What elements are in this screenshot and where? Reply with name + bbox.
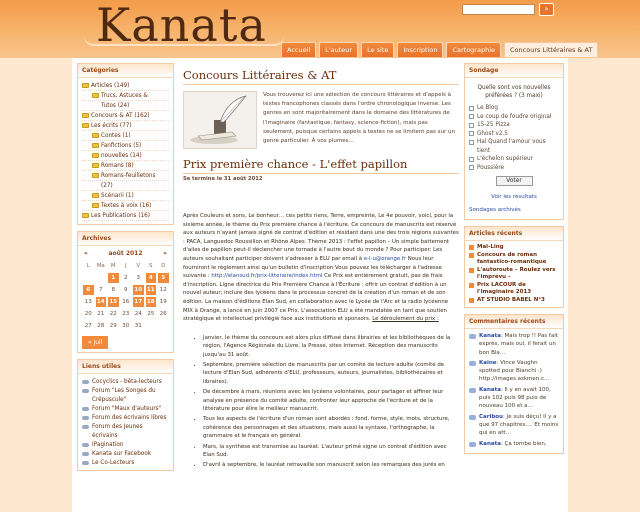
article-icon xyxy=(469,268,474,273)
calendar-grid xyxy=(82,260,169,332)
poll-options xyxy=(469,104,559,172)
link-icon xyxy=(82,425,89,429)
recent-article-label: Mal-Ling xyxy=(477,244,504,250)
useful-link-label: Forum des Jeunes xyxy=(92,423,143,430)
category-item[interactable] xyxy=(82,211,169,221)
recent-article[interactable] xyxy=(469,297,559,305)
useful-link-label: Le Co-Lecteurs xyxy=(92,459,135,466)
nav-tab-auteur[interactable]: L'auteur xyxy=(319,42,358,57)
categories-box xyxy=(77,63,174,225)
post-body: Après Couleurs et sons, Le bonheur… ces petits riens, Terre, empreinte, Le 4e pouvoir, voici, pour la sixième année, le thème du Prix première chance à l'écriture. Ce concours de manuscrits est réservé aux auteurs n'ayant jamais signé de contrat d'édition et résidant dans une des trois régions suivantes : PACA, Languedoc Roussillon et Rhône Alpes. Thème 2013 : l'effet papillon – Un simple battement d'ailes de papillon peut-il déclencher une tornade à l'autre bout du monde ? Pour participer: Les auteurs souhaitant participer doivent s'adresser à ELU par email à e-l-u@orange.fr Nous leur fourniront le règlement ainsi qu'un bulletin d'inscription Vous pouvez les télécharger à l'adresse suivante : http://elansud.fr/prix-litteraire/index.html Ce Prix est entièrement gratuit, pas de frais d'inscription. Ligne directrice du Prix Première Chance à l'Écriture : offrir un contrat d'édition à un nouvel auteur; inclure des lycéens dans le processus concret de la création d'un roman et de son édition. La maison d'éditions Elan Sud, en collaboration avec le Lycée de l'Arc et la radio lycéenne MIX à Orange, a lancé en juin 2007 ce Prix. L'association ELU a été mandatée en tant que soutien stratégique et intellectuel privilégié face aux institutions et sponsors. Le déroulement du prix : xyxy=(183,213,459,323)
category-item[interactable] xyxy=(82,151,169,161)
categories-title: Catégories xyxy=(78,64,173,78)
comment-text xyxy=(479,386,559,411)
link-icon xyxy=(82,452,89,456)
poll-option xyxy=(469,121,559,130)
writing-illustration xyxy=(183,91,257,149)
link-icon xyxy=(82,443,89,447)
calendar-day: 12 xyxy=(159,287,167,293)
calendar-day: 30 xyxy=(122,323,130,329)
site-logo[interactable]: Kanata xyxy=(96,0,267,52)
comment-author[interactable]: Kaine xyxy=(479,359,497,366)
useful-link-label: Crépuscule" xyxy=(92,396,127,403)
calendar-dow: D xyxy=(161,263,166,269)
link-icon xyxy=(82,380,89,384)
article-icon xyxy=(469,298,474,303)
poll-checkbox[interactable] xyxy=(469,165,474,170)
calendar-dow: Ma xyxy=(96,263,105,269)
useful-link-label: Forum des écrivains libres xyxy=(92,414,167,421)
archives-title: Archives xyxy=(78,232,173,246)
nav-tab-inscription[interactable]: Inscription xyxy=(397,42,443,57)
calendar-day[interactable]: 17 xyxy=(134,299,143,305)
poll-results-link[interactable]: Voir les résultats xyxy=(491,194,537,200)
comment-text xyxy=(479,440,547,448)
poll-checkbox[interactable] xyxy=(469,157,474,162)
calendar-day: 13 xyxy=(84,299,92,305)
process-step: • Mars, la synthèse est transmise au lauréat. L'auteur primé signe un contrat d'édition avec Elan Sud. xyxy=(203,443,459,460)
recent-article[interactable] xyxy=(469,267,559,282)
useful-link[interactable] xyxy=(82,449,169,458)
calendar-day: 2 xyxy=(124,275,128,281)
comment-icon xyxy=(469,388,476,393)
recent-comments-title: Commentaires récents xyxy=(465,315,563,329)
poll-option xyxy=(469,113,559,122)
category-item[interactable] xyxy=(82,101,169,111)
poll-option xyxy=(469,104,559,113)
poll-checkbox[interactable] xyxy=(469,140,474,145)
poll-option-label: Ghost v2.5 xyxy=(477,130,508,137)
folder-icon xyxy=(92,93,99,98)
poll-option-label: Hal Quand l'amour vous tient xyxy=(477,139,546,154)
search-input[interactable] xyxy=(462,4,535,15)
useful-link[interactable] xyxy=(82,386,169,395)
calendar-day xyxy=(157,320,170,332)
useful-link-label: Kanata sur Facebook xyxy=(92,450,152,457)
process-heading: Le déroulement du prix : xyxy=(372,316,439,323)
comment-author[interactable]: Caribou xyxy=(479,413,503,420)
links-title: Liens utiles xyxy=(78,360,173,374)
category-label: Articles (149) xyxy=(91,82,130,89)
links-list xyxy=(78,374,173,470)
intro xyxy=(183,91,459,149)
category-item[interactable] xyxy=(82,141,169,151)
calendar-day: 9 xyxy=(124,287,128,293)
useful-link[interactable] xyxy=(82,395,169,404)
recent-articles-box xyxy=(464,226,564,308)
calendar-day: 27 xyxy=(84,323,92,329)
calendar-day: 7 xyxy=(99,287,103,293)
calendar-day[interactable]: 5 xyxy=(158,273,169,283)
calendar-day xyxy=(95,272,108,284)
poll-checkbox[interactable] xyxy=(469,106,474,111)
poll-option xyxy=(469,130,559,139)
poll-checkbox[interactable] xyxy=(469,131,474,136)
poll-option-label: Poussière xyxy=(477,164,505,171)
category-label: Romans (8) xyxy=(101,162,134,169)
intro-text: Vous trouverez ici une sélection de concours littéraires et d'appels à textes francophones classés dans l'ordre chronologique inverse. Les genres en sont majoritairement dans le domaine des littératures de l'imaginaire (fantastique, fantasy, science-fiction), mais pas seulement, puisque certains appels à textes ne se limitent pas sur un genre particulier. À vos plumes... xyxy=(263,92,455,145)
calendar-day xyxy=(82,272,95,284)
link-icon xyxy=(82,407,89,411)
poll-box xyxy=(464,63,564,220)
recent-comments-list xyxy=(465,329,563,453)
category-label: (27) xyxy=(101,182,113,189)
useful-link-label: écrivains xyxy=(92,432,118,439)
process-step: • De décembre à mars, réunions avec les lycéens volontaires, pour partager et affiner leur analyse en présence du comité adulte, confronter leur approche de l'écriture et de la littérature pour élire le meilleur manuscrit. xyxy=(203,388,459,413)
link-icon xyxy=(82,461,89,465)
nav-tab-accueil[interactable]: Accueil xyxy=(281,42,316,57)
calendar-month-next-icon[interactable]: » xyxy=(163,250,167,257)
category-label: nouvelles (14) xyxy=(101,152,142,159)
folder-icon xyxy=(82,213,89,218)
folder-icon xyxy=(92,173,99,178)
poll-archives-link[interactable]: Sondages archivés xyxy=(469,207,521,213)
poll-option-label: Le Blog xyxy=(477,105,498,111)
folder-icon xyxy=(82,123,89,128)
useful-link[interactable] xyxy=(82,422,169,431)
comment-icon xyxy=(469,361,476,366)
calendar-day[interactable]: 15 xyxy=(109,299,118,305)
category-label: Contes (1) xyxy=(101,132,131,139)
archives-box xyxy=(77,231,174,353)
calendar-day: 25 xyxy=(147,311,155,317)
useful-link[interactable] xyxy=(82,413,169,422)
calendar-dow: V xyxy=(136,263,141,269)
folder-icon xyxy=(82,83,89,88)
calendar-day: 23 xyxy=(122,311,130,317)
useful-link[interactable] xyxy=(82,377,169,386)
poll-option-label: 15-25 Pizza xyxy=(477,122,510,128)
useful-link-label: Forum "Les Songes du xyxy=(92,387,156,394)
link-icon xyxy=(82,389,89,393)
folder-icon xyxy=(92,193,99,198)
right-sidebar xyxy=(464,63,564,460)
page-content xyxy=(72,58,568,512)
recent-article-label: L'autoroute – Roulez vers l'imprévu – xyxy=(477,266,556,280)
category-label: Romans-feuilletons xyxy=(101,172,156,179)
category-item[interactable] xyxy=(82,191,169,201)
calendar-day[interactable]: 4 xyxy=(146,273,157,283)
poll-checkbox[interactable] xyxy=(469,123,474,128)
post-title[interactable]: Prix première chance - L'effet papillon xyxy=(183,157,459,174)
calendar-dow: L xyxy=(86,263,90,269)
header xyxy=(0,0,640,58)
process-list xyxy=(203,334,459,470)
calendar-day[interactable]: 10 xyxy=(134,287,143,293)
article-icon xyxy=(469,245,474,250)
calendar-day[interactable]: 18 xyxy=(146,299,155,305)
logo-swoosh xyxy=(84,36,284,46)
recent-article-label: Prix LACOUR de l'Imaginaire 2013 xyxy=(477,281,532,295)
comment-text xyxy=(479,413,559,438)
comment-text xyxy=(479,359,559,384)
article-icon xyxy=(469,253,474,258)
nav-tab-cartographie[interactable]: Cartographie xyxy=(446,42,501,57)
calendar-day: 26 xyxy=(159,311,167,317)
category-label: Fanfictions (5) xyxy=(101,142,142,149)
email-link[interactable]: e-l-u@orange.fr xyxy=(363,255,407,262)
calendar-day: 22 xyxy=(109,311,117,317)
recent-articles-list xyxy=(465,241,563,307)
useful-link-label: Forum "Maux d'auteurs" xyxy=(92,405,162,412)
comment-excerpt: : Je suis déçu! Il y a que 97 chapitres…. Et moins qui en att… xyxy=(479,413,559,437)
recent-comment[interactable] xyxy=(469,332,559,357)
poll-title: Sondage xyxy=(465,64,563,78)
useful-link-label: IPagination xyxy=(92,441,124,448)
calendar-day: 8 xyxy=(111,287,115,293)
link-icon xyxy=(82,416,89,420)
process-step: • D'avril à septembre, le lauréat retravaille son manuscrit selon les remarques des jurés en xyxy=(203,461,459,469)
recent-comment[interactable] xyxy=(469,440,559,448)
folder-icon xyxy=(92,203,99,208)
calendar-day: 28 xyxy=(97,323,105,329)
comment-text xyxy=(479,332,559,357)
comment-icon xyxy=(469,334,476,339)
recent-comments-box xyxy=(464,314,564,454)
left-sidebar xyxy=(77,63,174,477)
useful-link[interactable] xyxy=(82,404,169,413)
useful-link-label: Cocyclics - bêta-lecteurs xyxy=(92,378,162,385)
category-item[interactable] xyxy=(82,111,169,121)
article-icon xyxy=(469,283,474,288)
calendar-dow: S xyxy=(149,263,153,269)
category-item[interactable] xyxy=(82,201,169,211)
vote-button[interactable]: Voter xyxy=(496,176,533,186)
page-title: Concours Littéraires & AT xyxy=(183,68,459,85)
category-label: Tutos (24) xyxy=(101,102,130,109)
calendar-day: 31 xyxy=(134,323,142,329)
calendar-day: 3 xyxy=(136,275,140,281)
calendar-day: 19 xyxy=(159,299,167,305)
calendar-month: « août 2012 » xyxy=(84,250,167,257)
calendar-day: 24 xyxy=(134,311,142,317)
calendar-prev-link[interactable]: « juil xyxy=(82,336,108,349)
recent-comment[interactable] xyxy=(469,359,559,384)
calendar-dow: M xyxy=(110,263,116,269)
calendar-day: 16 xyxy=(122,299,130,305)
process-step: • Janvier, le thème du concours est alors plus diffusé dans librairies et les bibliothèques de la région, l'Agence Régionale du Livre, la Presse, sites Internet. Réception des manuscrits jusqu'au 31 août. xyxy=(203,334,459,359)
category-label: Les Publications (16) xyxy=(91,212,150,219)
categories-list xyxy=(78,78,173,224)
calendar-day[interactable]: 1 xyxy=(108,273,119,283)
useful-link[interactable] xyxy=(82,440,169,449)
calendar-day: 21 xyxy=(97,311,105,317)
calendar-day xyxy=(145,320,158,332)
category-item[interactable] xyxy=(82,161,169,171)
category-label: Textes à voix (16) xyxy=(101,202,152,209)
category-item[interactable] xyxy=(82,131,169,141)
poll-option-label: Le coup de foudre original xyxy=(477,113,552,120)
comment-excerpt: : Vince Vaughn spotted pour Bianchi :) http://images.askmen.c… xyxy=(479,359,550,383)
rules-link[interactable]: http://elansud.fr/prix-litteraire/index.html xyxy=(211,273,323,280)
recent-article-label: AT STUDIO BABEL N°3 xyxy=(477,296,545,303)
recent-article[interactable] xyxy=(469,282,559,297)
comment-icon xyxy=(469,415,476,420)
calendar-day: 29 xyxy=(109,323,117,329)
recent-article-label: Concours de roman fantastico-romantique xyxy=(477,251,547,265)
comment-excerpt: : Il y en avait 100, puis 102 puis 98 puis de nouveau 100 et a… xyxy=(479,386,551,410)
poll-option-label: L'échelon supérieur xyxy=(477,156,533,162)
recent-article[interactable] xyxy=(469,252,559,267)
calendar-day[interactable]: 14 xyxy=(96,299,105,305)
useful-link[interactable] xyxy=(82,431,169,440)
useful-link[interactable] xyxy=(82,458,169,467)
category-item[interactable] xyxy=(82,91,169,101)
process-step: • Tous les aspects de l'écriture d'un roman sont abordés : fond, forme, style, mots, structure, cohérence des personnages et des situations, mais aussi la syntaxe, l'orthographe, la grammaire et le français en général. xyxy=(203,415,459,440)
process-step: • Septembre, première sélection de manuscrits par un comité de lecture adulte (comité de lecture d'Elan Sud, adhérents d'ELU, professeurs, auteurs, journalistes, bibliothécaires et libraires). xyxy=(203,361,459,386)
comment-icon xyxy=(469,442,476,447)
recent-articles-title: Articles récents xyxy=(465,227,563,241)
folder-icon xyxy=(82,113,89,118)
comment-author[interactable]: Kanata xyxy=(479,333,501,339)
poll-question: Quelle sont vos nouvelles préférées ? (3 maxi) xyxy=(477,85,551,99)
recent-comment[interactable] xyxy=(469,386,559,411)
calendar-day: 20 xyxy=(84,311,92,317)
recent-comment[interactable] xyxy=(469,413,559,438)
comment-excerpt: : Mais trop !! Pas fait exprès, mais oui, il ferait un bon Bla… xyxy=(479,333,558,356)
category-item[interactable] xyxy=(82,171,169,181)
category-label: Concours & AT (162) xyxy=(91,112,150,119)
nav-tab-concours[interactable]: Concours Littéraires & AT xyxy=(504,42,598,57)
calendar-day[interactable]: 11 xyxy=(146,287,155,293)
folder-icon xyxy=(92,143,99,148)
recent-article[interactable] xyxy=(469,244,559,252)
search-button[interactable] xyxy=(539,3,554,16)
calendar-dow: J xyxy=(124,263,127,269)
comment-author[interactable]: Kanata xyxy=(479,386,501,393)
nav-tab-site[interactable]: Le site xyxy=(361,42,394,57)
folder-icon xyxy=(92,163,99,168)
category-item[interactable] xyxy=(82,81,169,91)
post-date: Se termine le 31 août 2012 xyxy=(183,176,263,182)
comment-author[interactable]: Kanata xyxy=(479,440,501,447)
main-nav xyxy=(281,42,598,57)
comment-excerpt: : Ça tombe bien, xyxy=(500,440,547,447)
poll-option xyxy=(469,164,559,173)
main-content xyxy=(183,68,459,472)
links-box xyxy=(77,359,174,471)
category-item[interactable] xyxy=(82,181,169,191)
folder-icon xyxy=(92,133,99,138)
poll-option xyxy=(469,138,559,155)
calendar-month-prev-icon[interactable]: « xyxy=(84,250,88,257)
folder-icon xyxy=(92,153,99,158)
category-item[interactable] xyxy=(82,121,169,131)
category-label: Les écrits (77) xyxy=(91,122,132,129)
poll-checkbox[interactable] xyxy=(469,114,474,119)
search-icon: » xyxy=(544,5,549,13)
category-label: Trucs, Astuces & xyxy=(101,92,148,99)
poll-option xyxy=(469,155,559,164)
calendar-day[interactable]: 6 xyxy=(83,285,94,295)
category-label: Scénarii (1) xyxy=(101,192,134,199)
